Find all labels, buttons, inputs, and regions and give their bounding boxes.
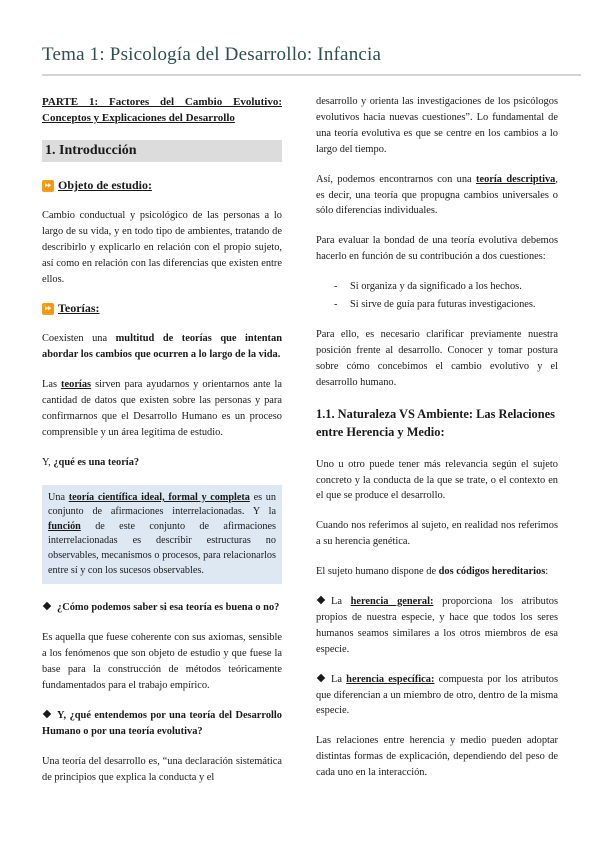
asi-post: , es decir, una teoría que propugna cambios universales o sólo diferencias individuales.: [316, 173, 558, 217]
las-teorias-paragraph: [42, 377, 282, 441]
fast-forward-icon: ⏩: [43, 180, 53, 190]
document-title: Tema 1: Psicología del Desarrollo: Infancia: [42, 44, 382, 65]
herencia-especifica-post: compuesta por los atributos que diferencian a un miembro de otro, dentro de la misma especie.: [316, 673, 559, 717]
cuando-paragraph: Cuando nos referimos al sujeto, en realidad nos referimos a su herencia genética.: [316, 520, 558, 548]
fast-forward-icon: ⏩: [43, 304, 53, 314]
list-item: - Si organiza y da significado a los hechos.: [316, 279, 558, 295]
sujeto-text: El sujeto humano dispone de: [316, 566, 439, 578]
relaciones-paragraph: Las relaciones entre herencia y medio pueden adoptar distintas formas de explicación, dependiendo del peso de cada uno en la interacción.: [316, 735, 558, 779]
question-1-answer: Es aquella que fuese coherente con sus axiomas, sensible a los fenómenos que son objeto de estudio y que fuese la base para la construcción de métodos teóricamente fundamentados para el trabajo empírico.: [42, 632, 282, 691]
herencia-especifica-paragraph: [316, 672, 558, 720]
diamond-bullet-icon: [317, 673, 325, 681]
teorias-heading-label: Teorías:: [58, 301, 100, 316]
part-title: PARTE 1: Factores del Cambio Evolutivo: Conceptos y Explicaciones del Desarrollo: [42, 96, 282, 124]
herencia-general-pre: La: [331, 596, 351, 608]
question-2-answer: Una teoría del desarrollo es, “una declaración sistemática de principios que explica la conducta y el: [42, 755, 282, 783]
herencia-general-post: proporciona los atributos propios de nuestra especie, y hace que todos los seres humanos seamos similares a los otros miembros de esa especie.: [316, 596, 558, 655]
evaluar-paragraph: Para evaluar la bondad de una teoría evolutiva debemos hacerlo en función de su contribución a dos cuestiones:: [316, 235, 558, 263]
las-post: sirven para ayudarnos y orientarnos ante la cantidad de datos que existen sobre las personas y para confirmarnos que el Desarrollo Humano es un proceso comprensible y un área legítima de estudio.: [42, 379, 283, 438]
para-ello-paragraph: Para ello, es necesario clarificar previamente nuestra posición frente al desarrollo. Conocer y tomar postura sobre cómo concebimos el cambio evolutivo y el desarrollo humano.: [316, 328, 558, 388]
definition-callout: [42, 485, 282, 585]
sujeto-bold: dos códigos hereditarios: [438, 566, 546, 578]
uno-u-otro-paragraph: Uno u otro puede tener más relevancia según el sujeto concreto y la conducta de la que se trate, o el contexto en el que se produce el desarrollo.: [316, 458, 558, 502]
teorias-heading: [42, 301, 282, 317]
sujeto-post: :: [545, 566, 549, 578]
diamond-bullet-icon: [317, 596, 325, 604]
section-heading-introduccion: 1. Introducción: [42, 140, 282, 162]
question-2-text: Y, ¿qué entendemos por una teoría del Desarrollo Humano o por una teoría evolutiva?: [42, 709, 282, 737]
callout-text-3: de este conjunto de afirmaciones interrelacionadas es describir estructuras no observables, mecanismos o procesos, para relacionarlos entre sí y con los sucesos observables.: [48, 520, 276, 576]
criteria-list: [316, 279, 558, 313]
callout-bold-1: teoría científica ideal, formal y completa: [68, 491, 250, 503]
objeto-paragraph: Cambio conductual y psicológico de las personas a lo largo de su vida, y en todo tipo de ambientes, tratando de describirlo y explicarlo en relación con el propio sujeto, así como en relación con las diferencias que existen entre ellos.: [42, 209, 282, 285]
las-text: Las: [42, 379, 62, 391]
question-2: [42, 708, 282, 740]
las-bold: teorías: [61, 379, 92, 391]
left-column: [42, 94, 282, 799]
asi-text: Así, podemos encontrarnos con una: [316, 173, 476, 185]
title-divider: [42, 74, 581, 76]
asi-paragraph: [316, 172, 558, 220]
list-item: - Si sirve de guía para futuras investigaciones.: [316, 297, 558, 313]
que-es-teoria-paragraph: [42, 455, 282, 471]
herencia-general-bold: herencia general:: [350, 596, 434, 608]
right-column: [316, 94, 558, 795]
diamond-bullet-icon: [43, 710, 51, 718]
y-text: Y,: [42, 456, 54, 468]
callout-text-1: Una: [48, 491, 69, 503]
question-1-text: ¿Cómo podemos saber si esa teoría es buena o no?: [57, 602, 280, 614]
diamond-bullet-icon: [43, 602, 51, 610]
callout-text-2: es un conjunto de afirmaciones interrelacionadas. Y la: [48, 491, 276, 518]
coexisten-text: Coexisten una: [42, 333, 116, 345]
herencia-especifica-pre: La: [331, 673, 347, 685]
question-1: [42, 600, 282, 616]
callout-bold-2: función: [48, 520, 81, 532]
herencia-general-paragraph: [316, 594, 558, 658]
y-bold: ¿qué es una teoría?: [53, 456, 140, 468]
coexisten-bold: multitud de teorías que intentan abordar los cambios que ocurren a lo largo de la vida.: [42, 333, 282, 361]
asi-bold: teoría descriptiva: [476, 173, 556, 185]
continuation-paragraph: desarrollo y orienta las investigaciones de los psicólogos evolutivos hacia nuevas cuestiones”. Lo fundamental de una teoría evolutiva es que se centre en los cambios a lo largo del tiempo.: [316, 96, 558, 155]
objeto-heading-label: Objeto de estudio:: [58, 178, 152, 192]
coexisten-paragraph: [42, 331, 282, 363]
objeto-heading: [42, 178, 282, 194]
section-heading-1-1: 1.1. Naturaleza VS Ambiente: Las Relaciones entre Herencia y Medio:: [316, 406, 555, 439]
sujeto-paragraph: [316, 564, 558, 580]
herencia-especifica-bold: herencia específica:: [346, 673, 435, 685]
